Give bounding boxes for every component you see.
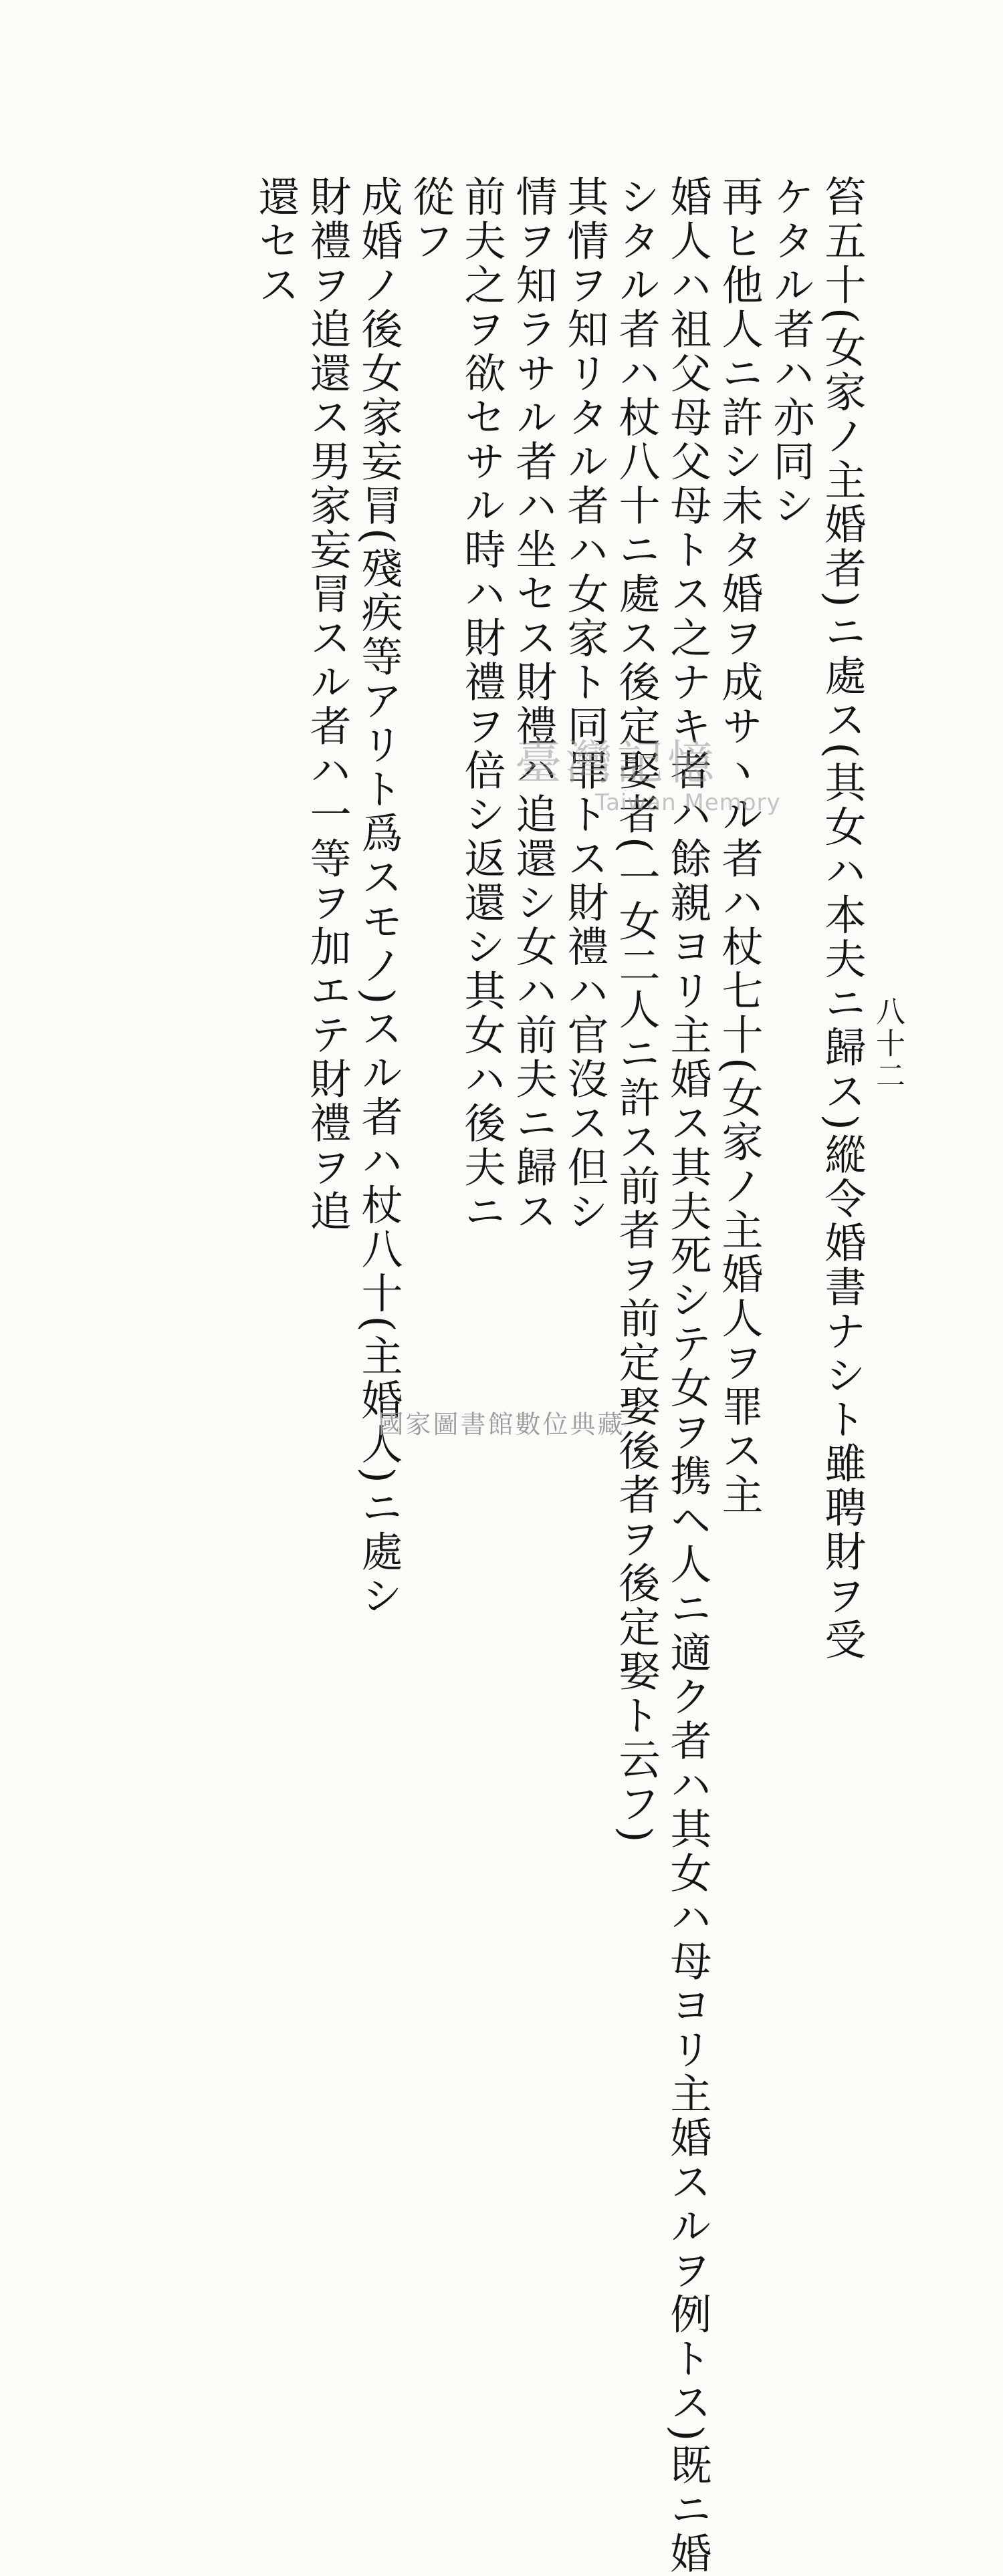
text-column-6: 其情ヲ知リタル者ハ女家ト同罪トス財禮ハ官沒ス但シ [560, 175, 609, 1234]
text-column-7: 情ヲ知ラサル者ハ坐セス財禮ハ追還シ女ハ前夫ニ歸ス [509, 175, 558, 1234]
watermark-logo: 臺灣記憶 [515, 735, 718, 790]
text-column-12: 還セス [251, 175, 300, 307]
text-column-1: 笞五十(女家ノ主婚者)ニ處ス(其女ハ本夫ニ歸ス)縱令婚書ナシト雖聘財ヲ受 [818, 175, 867, 1662]
watermark [515, 725, 802, 819]
watermark-text: Taiwan Memory [595, 789, 781, 816]
text-column-8: 前夫之ヲ欲セサル時ハ財禮ヲ倍シ返還シ其女ハ後夫ニ [457, 175, 506, 1234]
page-number: 八十二 [871, 996, 905, 1092]
text-column-5: シタル者ハ杖八十ニ處ス後定娶者(一女二人ニ許ス前者ヲ前定娶後者ヲ後定娶ト云フ) [612, 175, 661, 1845]
text-column-10: 成婚ノ後女家妄冐(殘疾等アリト爲スモノ)スル者ハ杖八十(主婚人)ニ處シ [354, 175, 403, 1618]
footer-credit: 國家圖書館數位典藏 [378, 1410, 625, 1439]
text-column-3: 再ヒ他人ニ許シ未タ婚ヲ成サヽル者ハ杖七十(女家ノ主婚人ヲ罪ス主 [715, 175, 764, 1518]
text-column-4: 婚人ハ祖父母父母トス之ナキ者ハ餘親ヨリ主婚ス其夫死シテ女ヲ携ヘ人ニ適ク者ハ其女ハ母ヨリ主婚スルヲ例トス)既ニ婚 [663, 175, 712, 2576]
text-column-2: ケタル者ハ亦同シ [766, 175, 815, 528]
text-column-11: 財禮ヲ追還ス男家妄冐スル者ハ一等ヲ加エテ財禮ヲ追 [303, 175, 352, 1234]
text-column-9: 從フ [406, 175, 455, 263]
